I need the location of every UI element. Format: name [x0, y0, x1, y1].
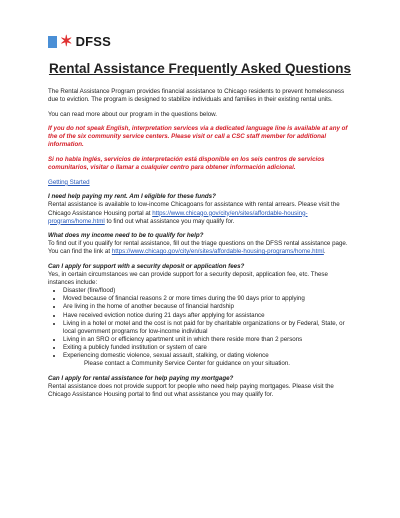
faq-question-rent: I need help paying my rent. Am I eligible for these funds?	[48, 193, 216, 201]
language-notice-spanish: Si no habla Inglés, servicios de interpretación está disponible en los seis centros de servicios comunitarios, visitar o llamar a cualquier centro para obtener información adicional.	[48, 156, 325, 172]
housing-portal-link[interactable]: https://www.chicago.gov/city/en/sites/affordable-housing-programs/home.html	[48, 209, 308, 225]
page-title: Rental Assistance Frequently Asked Questions	[48, 61, 352, 76]
language-notice-english: If you do not speak English, interpretation services via a dedicated language line is available at any of the of the six community service centers. Please visit or call a CSC staff member for additional information.	[48, 125, 348, 149]
faq-answer-text: To find out if you qualify for rental assistance, fill out the triage questions on the DFSS rental assistance page. You can find the link at	[48, 240, 348, 256]
list-item: • Have received eviction notice during 21 days after applying for assistance	[63, 312, 354, 320]
faq-question-deposit: Can I apply for support with a security deposit or application fees?	[48, 263, 245, 270]
faq-answer-deposit: Yes, in certain circumstances we can provide support for a security deposit, application fee, etc. These instances include:	[48, 271, 328, 287]
list-item: • Exiting a publicly funded institution or system of care	[63, 344, 354, 352]
list-item: • Living in a hotel or motel and the cost is not paid for by charitable organizations or by Federal, State, or local government programs for low-income individual	[63, 320, 354, 336]
list-item: • Disaster (fire/flood)	[63, 287, 354, 295]
list-item: • Experiencing domestic violence, sexual assault, stalking, or dating violence	[63, 352, 354, 360]
list-item: • Moved because of financial reasons 2 or more times during the 90 days prior to applying	[63, 295, 354, 303]
faq-answer-text: .	[323, 248, 326, 256]
faq-question-mortgage: Can I apply for rental assistance for help paying my mortgage?	[48, 374, 234, 382]
faq-answer-text: to find out what assistance you may qualify for.	[106, 217, 235, 225]
contact-note: Please contact a Community Service Center for guidance on your situation.	[84, 360, 291, 368]
faq-answer-mortgage: Rental assistance does not provide support for people who need help paying mortgages. Please visit the Chicago Assistance Housing portal to find out what assistance you may qualify for.	[48, 382, 334, 398]
flag-bar-icon	[48, 36, 57, 48]
list-item: • Living in an SRO or efficiency apartment unit in which there reside more than 2 persons	[63, 336, 354, 344]
logo-text: DFSS	[75, 34, 112, 49]
faq-answer-income	[48, 240, 354, 256]
faq-question-income: What does my income need to be to qualify for help?	[48, 232, 204, 240]
faq-answer-rent	[48, 201, 354, 225]
read-more-text: You can read more about our program in the questions below.	[48, 110, 218, 118]
eligibility-list	[48, 287, 354, 360]
document-body	[48, 88, 354, 399]
faq-answer-text: Rental assistance is available to low-income Chicagoans for assistance with rental arrears. Please visit the Chicago Assistance Housing portal at	[48, 201, 340, 217]
housing-portal-link[interactable]: https://www.chicago.gov/city/en/sites/affordable-housing-programs/home.html	[111, 248, 324, 256]
intro-paragraph: The Rental Assistance Program provides financial assistance to Chicago residents to prevent homelessness due to eviction. The program is designed to stabilize individuals and families in their existing rental units.	[48, 88, 345, 104]
getting-started-link[interactable]: Getting Started	[48, 178, 90, 186]
dfss-logo	[48, 34, 111, 49]
list-item: • Are living in the home of another because of financial hardship	[63, 303, 354, 311]
star-icon: ✶	[60, 32, 73, 50]
